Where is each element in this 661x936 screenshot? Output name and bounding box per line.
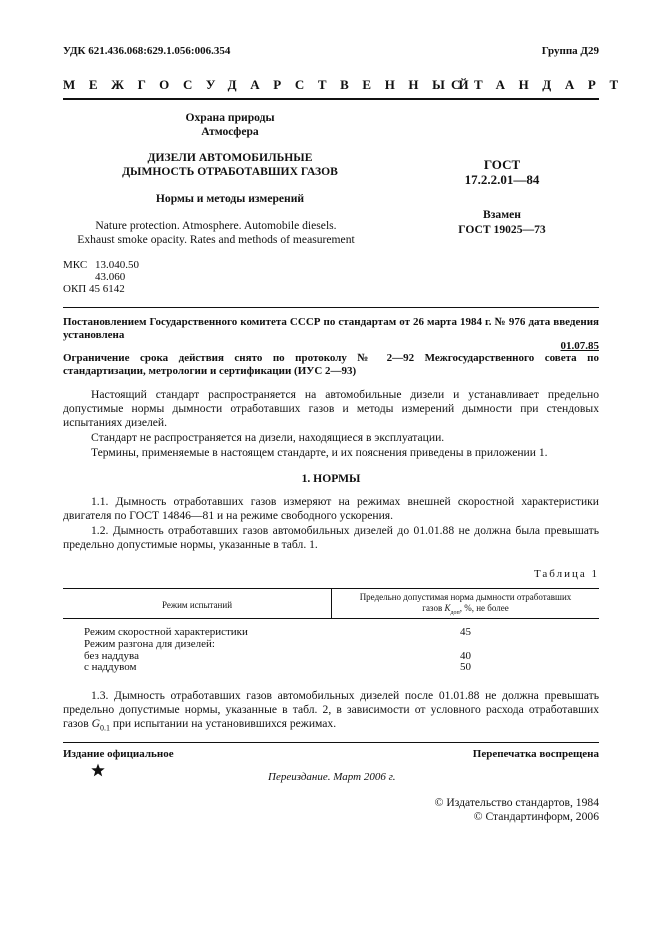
norm-header-symbol: K bbox=[444, 603, 451, 613]
header-rule bbox=[63, 98, 599, 100]
mks-label: МКС bbox=[63, 259, 88, 271]
intro-paragraph-2: Стандарт не распространяется на дизели, находящиеся в эксплуатации. bbox=[91, 431, 445, 444]
english-title-line-1: Nature protection. Atmosphere. Automobile diesels. bbox=[95, 219, 337, 232]
decree-text: Постановлением Государственного комитета СССР по стандартам от 26 марта 1984 г. № 976 дата введения установлена bbox=[63, 316, 599, 341]
norm-header-subscript: доп bbox=[450, 609, 460, 616]
table-1-caption: Таблица 1 bbox=[533, 568, 599, 580]
topic-line-1: Охрана природы bbox=[185, 111, 275, 124]
replaces-label: Взамен bbox=[483, 208, 521, 221]
banner-interstate: МЕЖГОСУДАРСТВЕННЫЙ bbox=[63, 77, 483, 92]
limit-removed-note: Ограничение срока действия снято по протоколу № 2—92 Межгосударственного совета по стандартизации, метрологии и сертификации (ИУС 2—93) bbox=[63, 352, 599, 377]
norm-header-line-1: Предельно допустимая норма дымности отработавших bbox=[359, 592, 572, 602]
official-edition: Издание официальное bbox=[63, 748, 174, 760]
group-code: Группа Д29 bbox=[541, 45, 599, 57]
table-row-mode: Режим разгона для дизелей: bbox=[84, 638, 215, 650]
gost-label: ГОСТ bbox=[483, 157, 521, 172]
table-row-value: 50 bbox=[460, 661, 471, 673]
udk-code: УДК 621.436.068:629.1.056:006.354 bbox=[63, 45, 231, 57]
clause-1-2: 1.2. Дымность отработавших газов автомобильных дизелей до 01.01.88 не должна была превышать предельно допустимые нормы, указанные в табл. 1. bbox=[63, 524, 599, 551]
table-1-col-norm-header bbox=[332, 592, 599, 619]
okp-code: ОКП 45 6142 bbox=[63, 283, 125, 295]
table-1-col-mode-header: Режим испытаний bbox=[161, 600, 233, 610]
table-row-mode: без наддува bbox=[84, 650, 139, 662]
mks-code-2: 43.060 bbox=[95, 271, 126, 283]
table-1-header-rule bbox=[63, 618, 599, 619]
banner-standard: СТАНДАРТ bbox=[451, 77, 632, 92]
table-row-value: 45 bbox=[460, 626, 471, 638]
reissue-note: Переиздание. Март 2006 г. bbox=[268, 771, 396, 783]
reprint-prohibited: Перепечатка воспрещена bbox=[472, 748, 599, 760]
norm-header-unit: , %, не более bbox=[459, 603, 509, 613]
table-row-value: 40 bbox=[460, 650, 471, 662]
mks-code-1: 13.040.50 bbox=[95, 259, 139, 271]
replaces-value: ГОСТ 19025—73 bbox=[458, 223, 546, 236]
norm-header-line-2 bbox=[332, 603, 599, 619]
decree-date: 01.07.85 bbox=[560, 340, 599, 352]
footer-rule bbox=[63, 742, 599, 743]
table-row-mode: с наддувом bbox=[84, 661, 137, 673]
table-row-mode: Режим скоростной характеристики bbox=[84, 626, 248, 638]
topic-line-2: Атмосфера bbox=[201, 125, 259, 138]
copyright-2006: © Стандартинформ, 2006 bbox=[473, 810, 599, 823]
title-line-2: ДЫМНОСТЬ ОТРАБОТАВШИХ ГАЗОВ bbox=[122, 165, 338, 178]
copyright-1984: © Издательство стандартов, 1984 bbox=[434, 796, 599, 809]
clause-1-3-subscript: 0.1 bbox=[99, 723, 110, 733]
document-subtitle: Нормы и методы измерений bbox=[155, 192, 305, 205]
title-line-1: ДИЗЕЛИ АВТОМОБИЛЬНЫЕ bbox=[147, 151, 313, 164]
intro-paragraph-1: Настоящий стандарт распространяется на автомобильные дизели и устанавливает предельно допустимые нормы дымности отработавших газов и методы измерений дымности при стендовых испытаниях дизелей. bbox=[63, 388, 599, 429]
clause-1-3-symbol: G bbox=[91, 717, 100, 730]
star-icon bbox=[91, 763, 105, 777]
intro-paragraph-3: Термины, применяемые в настоящем стандарте, и их пояснения приведены в приложении 1. bbox=[91, 446, 548, 459]
norm-header-gases: газов bbox=[422, 603, 443, 613]
clause-1-3-text-a: 1.3. Дымность отработавших газов автомобильных дизелей после 01.01.88 не должна превышать предельно допустимые нормы, указанные в табл. 2, в зависимости от условного расхода отработавших газов bbox=[63, 689, 599, 730]
clause-1-3 bbox=[63, 689, 599, 735]
section-1-heading: 1. НОРМЫ bbox=[301, 472, 361, 485]
english-title-line-2: Exhaust smoke opacity. Rates and methods of measurement bbox=[77, 233, 355, 246]
clause-1-3-text-b: при испытании на установившихся режимах. bbox=[112, 717, 337, 730]
clause-1-1: 1.1. Дымность отработавших газов измеряют на режимах внешней скоростной характеристики двигателя по ГОСТ 14846—81 и на режиме свободного ускорения. bbox=[63, 495, 599, 522]
gost-number: 17.2.2.01—84 bbox=[464, 172, 540, 187]
decree-rule bbox=[63, 307, 599, 308]
